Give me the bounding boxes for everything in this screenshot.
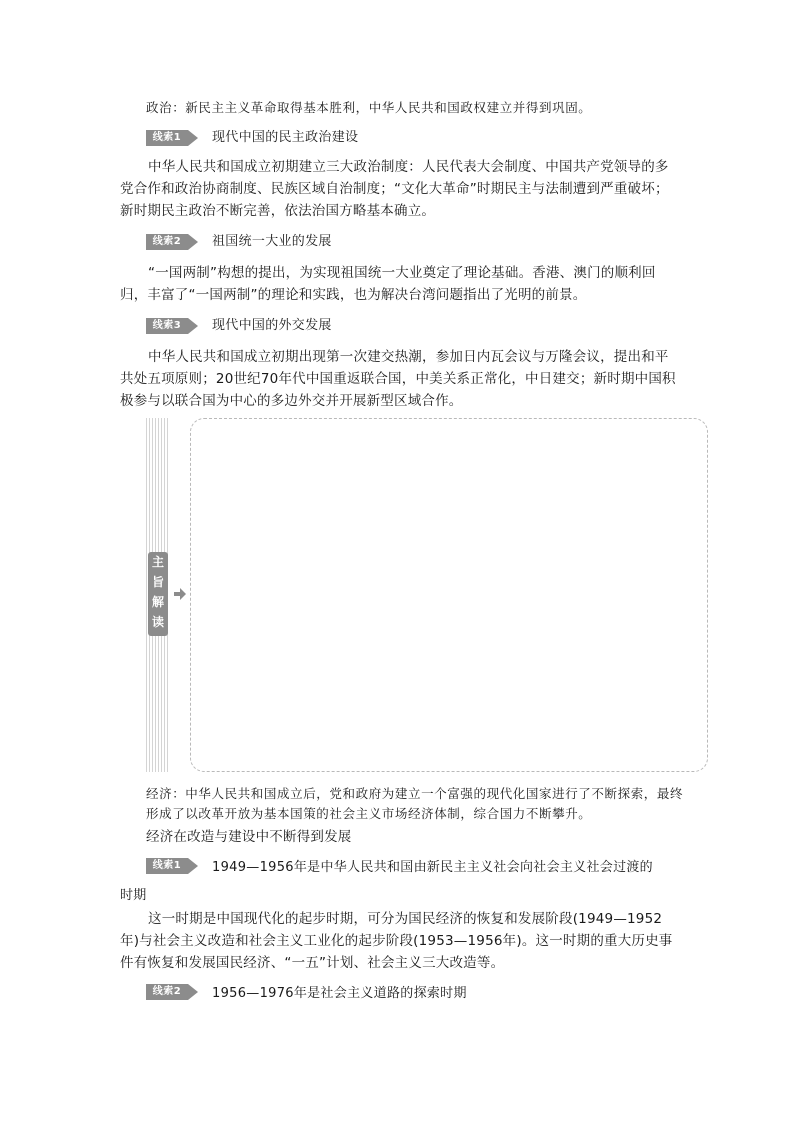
section-body: “一国两制”构想的提出，为实现祖国统一大业奠定了理论基础。香港、澳门的顺利回归，丰富了“一国两制”的理论和实践，也为解决台湾问题指出了光明的前景。: [120, 265, 656, 303]
theme-label-char: 主: [151, 555, 164, 569]
clue-tag-label: 线索1: [152, 132, 182, 143]
arrow-right-icon: [174, 588, 186, 600]
theme-label: [148, 552, 168, 636]
economy-summary: 经济：中华人民共和国成立后，党和政府为建立一个富强的现代化国家进行了不断探索，最终形成了以改革开放为基本国策的社会主义市场经济体制，综合国力不断攀升。: [146, 786, 684, 821]
politics-summary: 政治：新民主主义革命取得基本胜利，中华人民共和国政权建立并得到巩固。: [146, 100, 592, 115]
section-title: 现代中国的民主政治建设: [212, 130, 359, 145]
economy-section-title-cont: 时期: [120, 888, 147, 903]
section-title: 现代中国的外交发展: [212, 318, 332, 333]
clue-tag-3: [146, 318, 198, 334]
economy-section-title: 1956—1976年是社会主义道路的探索时期: [212, 986, 467, 1001]
clue-tag-label: 线索2: [152, 236, 182, 247]
economy-heading: 经济在改造与建设中不断得到发展: [146, 829, 352, 845]
clue-tag-2: [146, 234, 198, 250]
clue-tag-label: 线索2: [152, 986, 182, 997]
theme-label-char: 读: [151, 615, 164, 629]
section-title: 祖国统一大业的发展: [212, 234, 332, 249]
clue-tag-1: [146, 130, 198, 146]
economy-clue-tag-2: [146, 984, 198, 1000]
theme-label-char: 解: [151, 595, 164, 609]
economy-section-title: 1949—1956年是中华人民共和国由新民主主义社会向社会主义社会过渡的: [212, 860, 653, 875]
theme-label-char: 旨: [151, 575, 164, 589]
economy-clue-tag-1: [146, 858, 198, 874]
section-body: 中华人民共和国成立初期建立三大政治制度：人民代表大会制度、中国共产党领导的多党合作和政治协商制度、民族区域自治制度；“文化大革命”时期民主与法制遭到严重破坏；新时期民主政治不断完善，依法治国方略基本确立。: [120, 159, 669, 219]
theme-content-frame: [190, 418, 708, 772]
section-body: 中华人民共和国成立初期出现第一次建交热潮，参加日内瓦会议与万隆会议，提出和平共处五项原则；20世纪70年代中国重返联合国，中美关系正常化，中日建交；新时期中国积极参与以联合国为中心的多边外交并开展新型区域合作。: [120, 349, 676, 409]
clue-tag-label: 线索1: [152, 860, 182, 871]
clue-tag-label: 线索3: [152, 320, 182, 331]
economy-section-body: 这一时期是中国现代化的起步时期，可分为国民经济的恢复和发展阶段(1949—1952年)与社会主义改造和社会主义工业化的起步阶段(1953—1956年)。这一时期的重大历史事件有恢复和发展国民经济、“一五”计划、社会主义三大改造等。: [120, 911, 673, 971]
